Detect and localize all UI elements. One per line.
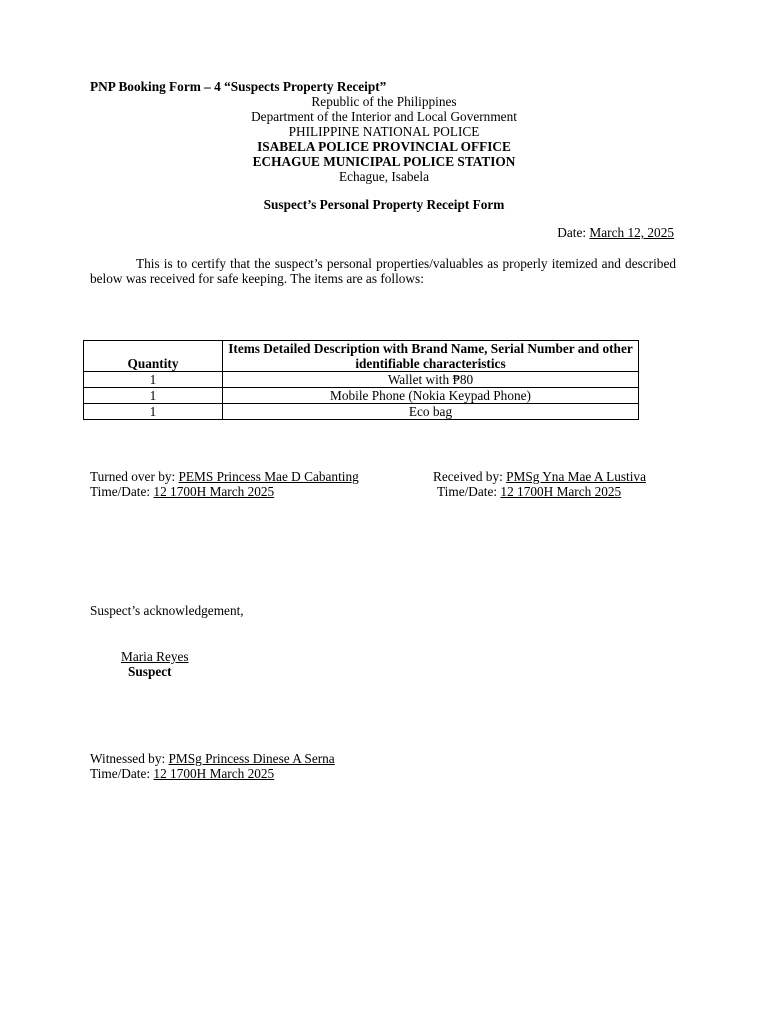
turned-over-by-line	[90, 469, 359, 484]
received-time-line	[437, 484, 621, 499]
received-label: Received by:	[433, 469, 507, 484]
date-line	[557, 225, 674, 240]
witnessed-time-label: Time/Date:	[90, 766, 154, 781]
description-header: Items Detailed Description with Brand Name, Serial Number and other identifiable characteristics	[223, 341, 639, 372]
certification-paragraph: This is to certify that the suspect’s personal properties/valuables as properly itemized and described below was received for safe keeping. The items are as follows:	[90, 256, 676, 287]
quantity-cell: 1	[84, 404, 223, 420]
witnessed-name: PMSg Princess Dinese A Serna	[168, 751, 335, 766]
document-title: Suspect’s Personal Property Receipt Form	[263, 197, 505, 212]
witnessed-time-value: 12 1700H March 2025	[153, 766, 275, 781]
header-pnp: PHILIPPINE NATIONAL POLICE	[288, 124, 480, 139]
header-republic: Republic of the Philippines	[311, 94, 457, 109]
witnessed-time-line	[90, 766, 274, 781]
turned-over-time-line	[90, 484, 274, 499]
turned-over-label: Turned over by:	[90, 469, 179, 484]
turned-over-name: PEMS Princess Mae D Cabanting	[178, 469, 359, 484]
received-time-label: Time/Date:	[437, 484, 501, 499]
form-title: PNP Booking Form – 4 “Suspects Property Receipt”	[90, 79, 387, 94]
suspect-role: Suspect	[128, 664, 172, 679]
table-row	[84, 372, 639, 388]
date-label: Date:	[557, 225, 590, 240]
witnessed-by-line	[90, 751, 335, 766]
received-by-line	[433, 469, 646, 484]
acknowledgement-text: Suspect’s acknowledgement,	[90, 603, 244, 618]
header-provincial-office: ISABELA POLICE PROVINCIAL OFFICE	[257, 139, 511, 154]
description-cell: Wallet with ₱80	[223, 372, 639, 388]
quantity-cell: 1	[84, 372, 223, 388]
turned-over-time-value: 12 1700H March 2025	[153, 484, 275, 499]
description-cell: Eco bag	[223, 404, 639, 420]
description-cell: Mobile Phone (Nokia Keypad Phone)	[223, 388, 639, 404]
header-location: Echague, Isabela	[338, 169, 430, 184]
table-row	[84, 404, 639, 420]
quantity-header: Quantity	[84, 341, 223, 372]
received-time-value: 12 1700H March 2025	[500, 484, 622, 499]
header-police-station: ECHAGUE MUNICIPAL POLICE STATION	[252, 154, 516, 169]
quantity-cell: 1	[84, 388, 223, 404]
turned-over-time-label: Time/Date:	[90, 484, 154, 499]
items-table	[83, 340, 639, 420]
header-dilg: Department of the Interior and Local Government	[251, 109, 517, 124]
witnessed-label: Witnessed by:	[90, 751, 169, 766]
suspect-name: Maria Reyes	[121, 649, 189, 664]
received-name: PMSg Yna Mae A Lustiva	[506, 469, 646, 484]
table-header-row	[84, 341, 639, 372]
table-row	[84, 388, 639, 404]
date-value: March 12, 2025	[589, 225, 674, 240]
